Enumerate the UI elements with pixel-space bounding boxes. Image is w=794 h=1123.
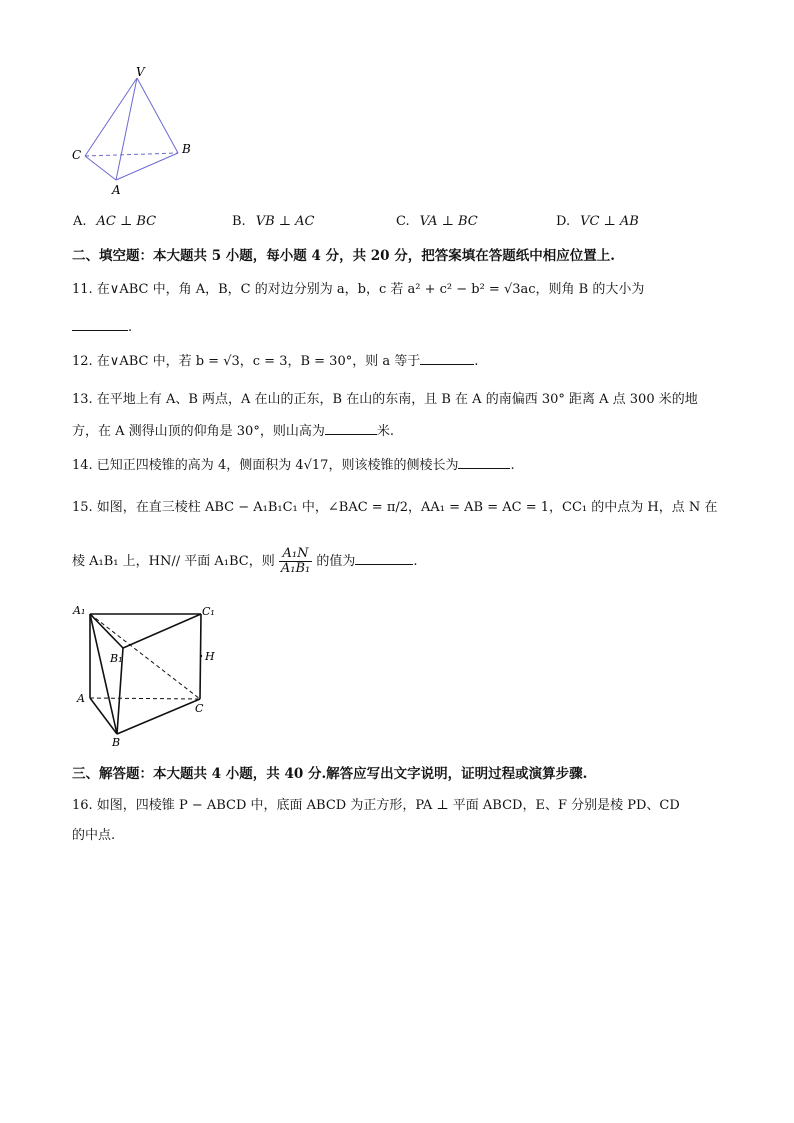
option-a-text: AC ⊥ BC	[96, 214, 157, 229]
q13-line1: 13. 在平地上有 A、B 两点，A 在山的正东，B 在山的东南，且 B 在 A 的南偏西 30° 距离 A 点 300 米的地	[72, 392, 698, 407]
q16-line1: 16. 如图，四棱锥 P − ABCD 中，底面 ABCD 为正方形，PA ⊥ 平面 ABCD，E、F 分别是棱 PD、CD	[72, 798, 680, 813]
label-A1: A₁	[73, 604, 86, 617]
option-c	[396, 214, 478, 229]
q13-line2	[72, 422, 394, 442]
q15-frac-num: A₁N	[279, 547, 312, 562]
q15-fraction	[279, 547, 312, 576]
section3-heading: 三、解答题：本大题共 4 小题，共 40 分.解答应写出文字说明，证明过程或演算步骤.	[72, 766, 588, 782]
q12-text: 12. 在∨ABC 中，若 b = √3，c = 3，B = 30°，则 a 等于	[72, 354, 421, 369]
q13-answer-blank[interactable]	[325, 422, 377, 435]
label-V: V	[136, 65, 145, 79]
section2-heading: 二、填空题：本大题共 5 小题，每小题 4 分，共 20 分，把答案填在答题纸中相应位置上.	[72, 248, 615, 264]
q15-line2	[72, 540, 418, 584]
label-C1: C₁	[202, 605, 215, 618]
q14-text: 14. 已知正四棱锥的高为 4，侧面积为 4√17，则该棱锥的侧棱长为	[72, 458, 459, 473]
label-B: B	[112, 736, 121, 749]
q12-line	[72, 352, 478, 372]
q16-line2: 的中点.	[72, 828, 116, 843]
option-a-letter: A.	[73, 214, 87, 229]
option-a	[73, 214, 156, 229]
label-B1: B₁	[110, 652, 123, 665]
q14-answer-blank[interactable]	[458, 456, 510, 469]
q15-line2b: 的值为	[316, 554, 356, 569]
tetrahedron-figure	[60, 60, 210, 200]
option-b-letter: B.	[232, 214, 246, 229]
q11-line2	[72, 318, 132, 338]
prism-figure	[70, 598, 230, 750]
label-C: C	[195, 702, 204, 715]
q15-end: .	[413, 554, 418, 569]
option-c-text: VA ⊥ BC	[419, 214, 478, 229]
q11-line1: 11. 在∨ABC 中，角 A，B，C 的对边分别为 a，b，c 若 a² + c² − b² = √3ac，则角 B 的大小为	[72, 282, 645, 297]
label-A: A	[112, 183, 121, 197]
label-B: B	[182, 142, 191, 156]
q15-answer-blank[interactable]	[355, 552, 413, 565]
q11-end: .	[128, 320, 133, 335]
q14-end: .	[510, 458, 515, 473]
q13-line2a: 方，在 A 测得山顶的仰角是 30°，则山高为	[72, 424, 325, 439]
q13-line2b: 米.	[376, 424, 394, 439]
label-C: C	[72, 148, 82, 162]
option-b	[232, 214, 314, 229]
q15-frac-den: A₁B₁	[280, 561, 311, 576]
option-d	[556, 214, 639, 229]
q12-answer-blank[interactable]	[420, 352, 474, 365]
q14-line	[72, 456, 515, 476]
option-b-text: VB ⊥ AC	[255, 214, 315, 229]
q15-line1: 15. 如图，在直三棱柱 ABC − A₁B₁C₁ 中，∠BAC = π/2，AA₁ = AB = AC = 1，CC₁ 的中点为 H，点 N 在	[72, 500, 718, 515]
q12-end: .	[474, 354, 479, 369]
q15-line2a: 棱 A₁B₁ 上，HN// 平面 A₁BC，则	[72, 554, 275, 569]
label-H: H	[205, 650, 215, 663]
option-d-text: VC ⊥ AB	[580, 214, 639, 229]
option-c-letter: C.	[396, 214, 410, 229]
label-A: A	[77, 692, 85, 705]
q11-answer-blank[interactable]	[72, 318, 128, 331]
option-d-letter: D.	[556, 214, 571, 229]
